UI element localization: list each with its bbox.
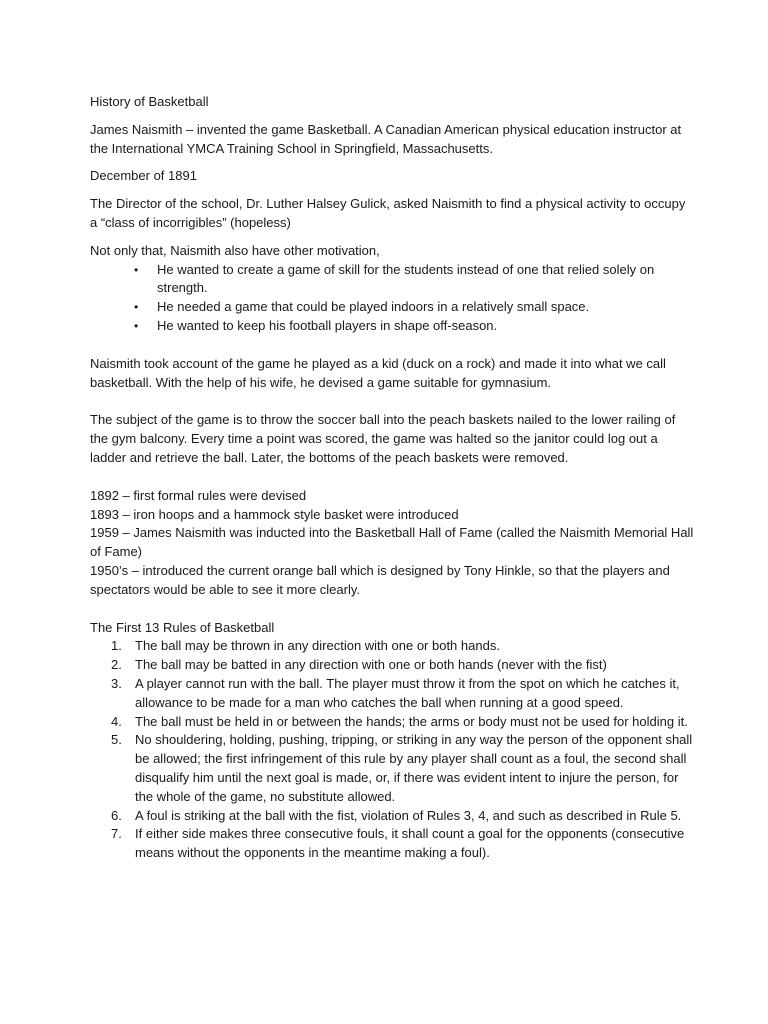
list-item — [90, 261, 696, 299]
date-paragraph: December of 1891 — [90, 168, 197, 184]
rules-list — [90, 637, 696, 863]
rule-number: 2. — [111, 657, 122, 673]
rule-number: 1. — [111, 638, 122, 654]
list-item — [90, 317, 696, 336]
timeline-entry: 1893 – iron hoops and a hammock style basket were introduced — [90, 506, 459, 522]
rule-text: If either side makes three consecutive fouls, it shall count a goal for the opponents (consecutive means without the opponents in the meantime making a foul). — [135, 826, 685, 861]
list-item-text: He wanted to create a game of skill for the students instead of one that relied solely on strength. — [157, 261, 655, 296]
timeline-entry: 1892 – first formal rules were devised — [90, 487, 307, 503]
intro-paragraph: James Naismith – invented the game Basketball. A Canadian American physical education instructor at the International YMCA Training School in Springfield, Massachusetts. — [90, 121, 682, 156]
motivation-intro: Not only that, Naismith also have other motivation, — [90, 242, 380, 258]
director-paragraph: The Director of the school, Dr. Luther Halsey Gulick, asked Naismith to find a physical activity to occupy a “class of incorrigibles” (hopeless) — [90, 196, 686, 230]
bullet-icon: • — [134, 318, 139, 333]
bullet-icon: • — [134, 300, 139, 315]
rule-text: No shouldering, holding, pushing, tripping, or striking in any way the person of the opponent shall be allowed; the first infringement of this rule by any player shall count as a foul, the second shall disqualify him until the next goal is made, or, if there was evident intent to injure the person, for the whole of the game, no substitute allowed. — [135, 732, 693, 804]
rule-item — [90, 656, 696, 675]
rule-number: 5. — [111, 732, 122, 748]
rule-text: The ball may be thrown in any direction with one or both hands. — [135, 638, 500, 654]
rule-item — [90, 713, 696, 732]
subject-paragraph: The subject of the game is to throw the soccer ball into the peach baskets nailed to the lower railing of the gym balcony. Every time a point was scored, the game was halted so the janitor could log out a ladder and retrieve the ball. Later, the bottoms of the peach baskets were removed. — [90, 412, 676, 465]
rule-number: 4. — [111, 713, 122, 729]
rule-item — [90, 637, 696, 656]
rule-number: 7. — [111, 826, 122, 842]
rule-number: 3. — [111, 675, 122, 691]
list-item-text: He wanted to keep his football players in shape off-season. — [157, 317, 498, 333]
timeline — [90, 487, 696, 600]
list-item-text: He needed a game that could be played indoors in a relatively small space. — [157, 299, 590, 315]
document-title: History of Basketball — [90, 94, 209, 109]
rule-text: A player cannot run with the ball. The player must throw it from the spot on which he catches it, allowance to be made for a man who catches the ball when running at a good speed. — [135, 675, 680, 710]
rule-number: 6. — [111, 807, 122, 823]
rule-item — [90, 807, 696, 826]
rule-text: The ball may be batted in any direction with one or both hands (never with the fist) — [135, 657, 607, 673]
motivation-list — [90, 261, 696, 336]
rule-item — [90, 731, 696, 806]
rule-item — [90, 675, 696, 713]
timeline-entry: 1959 – James Naismith was inducted into the Basketball Hall of Fame (called the Naismith Memorial Hall of Fame) — [90, 525, 694, 560]
origin-paragraph: Naismith took account of the game he played as a kid (duck on a rock) and made it into what we call basketball. With the help of his wife, he devised a game suitable for gymnasium. — [90, 355, 666, 390]
timeline-entry: 1950’s – introduced the current orange ball which is designed by Tony Hinkle, so that the players and spectators would be able to see it more clearly. — [90, 562, 670, 597]
rule-text: A foul is striking at the ball with the fist, violation of Rules 3, 4, and such as described in Rule 5. — [135, 807, 682, 823]
rule-item — [90, 825, 696, 863]
bullet-icon: • — [134, 262, 139, 277]
rules-heading: The First 13 Rules of Basketball — [90, 619, 275, 635]
rule-text: The ball must be held in or between the hands; the arms or body must not be used for holding it. — [135, 713, 688, 729]
list-item — [90, 298, 696, 317]
